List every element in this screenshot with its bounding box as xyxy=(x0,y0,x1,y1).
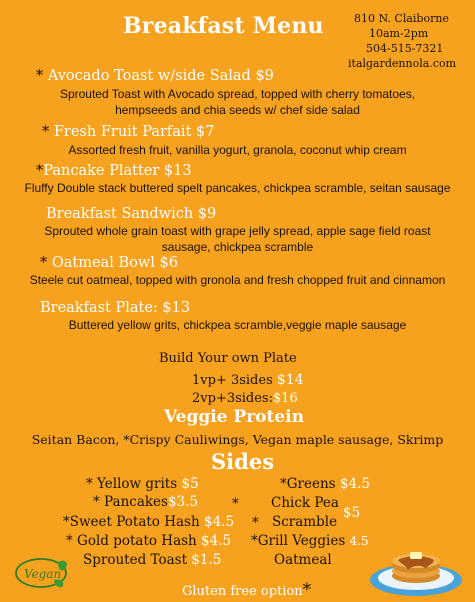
item-oatmeal-bowl xyxy=(40,255,178,271)
desc-line: Fluffy Double stack buttered spelt pancakes, chickpea scramble, seitan sausage xyxy=(24,181,451,195)
item-name: Oatmeal Bowl $6 xyxy=(51,255,178,271)
veggie-protein-list: Seitan Bacon, *Crispy Cauliwings, Vegan maple sausage, Skrimp xyxy=(31,432,444,447)
item-name: Fresh Fruit Parfait $7 xyxy=(53,124,215,140)
option-text: 2vp+3sides: xyxy=(192,391,273,406)
pancake-plate-icon xyxy=(368,540,464,598)
build-plate-option-1 xyxy=(192,372,304,388)
phone: 504-515-7321 xyxy=(366,42,444,55)
item-breakfast-plate xyxy=(40,300,190,316)
item-fruit-parfait xyxy=(42,124,214,140)
side-item xyxy=(251,533,369,549)
star-mark: * xyxy=(232,496,239,512)
side-price: $3.5 xyxy=(167,494,199,510)
side-price: $5 xyxy=(181,476,199,492)
option-text: 1vp+ 3sides xyxy=(192,373,273,388)
side-item xyxy=(280,476,370,492)
desc-line: sausage, chickpea scramble xyxy=(161,240,314,254)
star-mark: * xyxy=(252,515,259,531)
veggie-protein-heading: Veggie Protein xyxy=(164,407,304,427)
item-desc xyxy=(0,142,475,158)
item-name: Pancake Platter $13 xyxy=(43,163,192,179)
side-price: $1.5 xyxy=(191,552,222,568)
hours: 10am-2pm xyxy=(369,27,429,40)
build-plate-option-2 xyxy=(192,391,298,406)
side-name: Sprouted Toast xyxy=(83,552,187,568)
build-plate-heading: Build Your own Plate xyxy=(159,351,297,366)
item-name: Avocado Toast w/side Salad $9 xyxy=(47,68,274,84)
star-mark: * xyxy=(36,163,44,179)
star-mark: * xyxy=(40,255,48,271)
side-item xyxy=(93,494,198,510)
menu-title: Breakfast Menu xyxy=(123,13,324,39)
gluten-free-text: Gluten free option xyxy=(182,584,303,599)
side-name: Chick Pea xyxy=(271,495,339,511)
item-name: Breakfast Sandwich $9 xyxy=(46,206,217,222)
desc-line: Sprouted whole grain toast with grape jelly spread, apple sage field roast xyxy=(44,224,431,238)
side-item xyxy=(86,476,199,492)
item-desc xyxy=(0,180,475,196)
logo-text: Vegan xyxy=(24,567,62,581)
item-breakfast-sandwich xyxy=(46,206,216,222)
side-name: * Gold potato Hash xyxy=(66,533,197,549)
star-mark: * xyxy=(302,580,312,600)
option-price: $16 xyxy=(273,391,298,406)
side-name: * Pancakes xyxy=(93,494,168,510)
sides-heading: Sides xyxy=(211,449,275,474)
item-desc xyxy=(0,223,475,255)
desc-line: Buttered yellow grits, chickpea scramble,veggie maple sausage xyxy=(68,318,407,332)
item-avocado-toast xyxy=(36,68,274,84)
desc-line: hempseeds and chia seeds w/ chef side salad xyxy=(115,103,360,117)
side-price: 4.5 xyxy=(349,534,369,548)
website-link[interactable]: italgardennola.com xyxy=(348,57,457,70)
side-name: Oatmeal xyxy=(274,552,332,568)
item-pancake-platter xyxy=(36,163,192,179)
desc-line: Assorted fresh fruit, vanilla yogurt, granola, coconut whip cream xyxy=(68,143,407,157)
side-price: $4.5 xyxy=(339,476,370,492)
item-desc xyxy=(0,86,475,118)
side-name: *Greens xyxy=(280,476,336,492)
star-mark: * xyxy=(36,68,44,84)
side-price: $4.5 xyxy=(201,533,232,549)
side-price: $4.5 xyxy=(203,514,235,530)
address: 810 N. Claiborne xyxy=(354,12,449,25)
side-price: $5 xyxy=(343,505,361,521)
gluten-free-note xyxy=(182,580,311,600)
side-name: *Grill Veggies xyxy=(251,533,346,549)
side-name: *Sweet Potato Hash xyxy=(63,514,200,530)
vegan-logo-icon xyxy=(14,556,72,590)
side-item xyxy=(83,552,221,568)
side-item xyxy=(66,533,231,549)
item-name: Breakfast Plate: $13 xyxy=(40,300,191,316)
desc-line: Steele cut oatmeal, topped with gronola and fresh chopped fruit and cinnamon xyxy=(29,273,446,287)
item-desc xyxy=(0,317,475,333)
option-price: $14 xyxy=(276,372,304,388)
star-mark: * xyxy=(42,124,50,140)
side-item xyxy=(63,514,234,530)
side-name: Scramble xyxy=(272,514,338,530)
desc-line: Sprouted Toast with Avocado spread, topped with cherry tomatoes, xyxy=(59,87,416,101)
side-name: * Yellow grits xyxy=(86,476,178,492)
item-desc xyxy=(0,272,475,288)
